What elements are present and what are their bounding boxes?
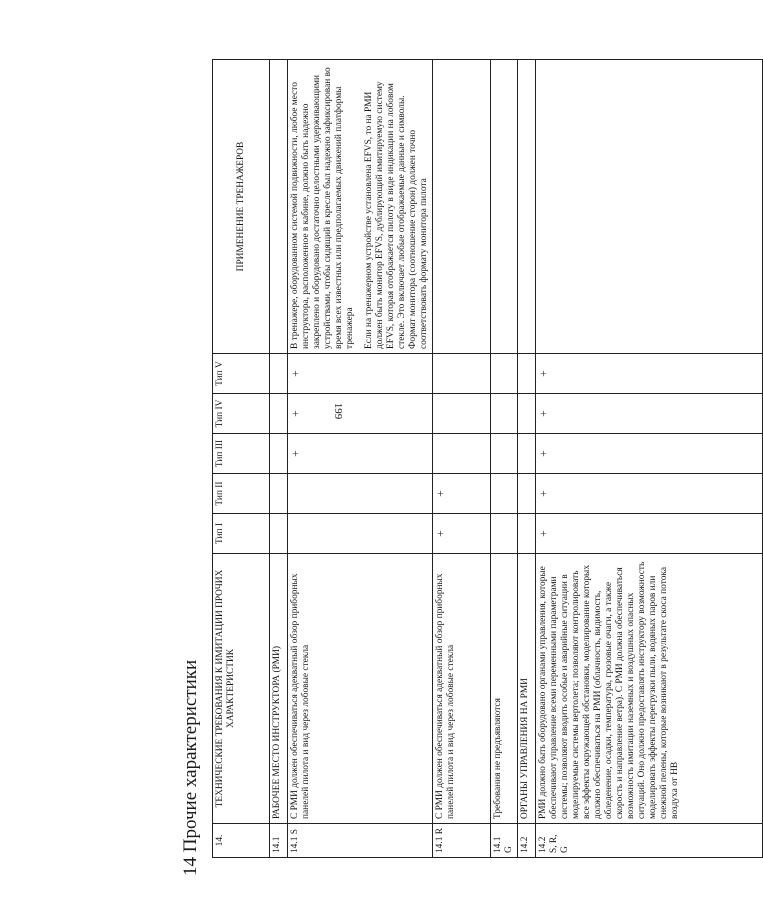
- type-2-mark: [270, 474, 288, 514]
- application-paragraph: Если на тренажерном устройстве установлена EFVS, то на РМИ должен быть монитор EFVS, дублирующий имитируемую систему EFVS, которая отображается пилоту в виде индикации на лобовом стекле. Это включает любые отображаемые данные и символы. Формат монитора (соотношение сторон) должен точно соответствовать формату монитора пилота: [364, 81, 429, 349]
- row-application: [288, 60, 433, 354]
- page-number: 199: [332, 402, 344, 420]
- row-requirement: С РМИ должен обеспечиваться адекватный обзор приборных панелей пилота и вид через лобовые стекла: [433, 554, 491, 824]
- table-row: [518, 60, 536, 858]
- row-application: [433, 60, 491, 354]
- header-requirements: ТЕХНИЧЕСКИЕ ТРЕБОВАНИЯ К ИМИТАЦИИ ПРОЧИХ ХАРАКТЕРИСТИК: [213, 554, 270, 824]
- type-2-mark: [491, 474, 518, 514]
- row-requirement: РАБОЧЕЕ МЕСТО ИНСТРУКТОРА (РМИ): [270, 554, 288, 824]
- type-1-mark: [270, 514, 288, 554]
- row-requirement: ОРГАНЫ УПРАВЛЕНИЯ НА РМИ: [518, 554, 536, 824]
- row-number: 14.2: [518, 824, 536, 858]
- type-4-mark: [270, 394, 288, 434]
- type-5-mark: [491, 354, 518, 394]
- type-1-mark: +: [536, 514, 763, 554]
- type-4-mark: [433, 394, 491, 434]
- type-3-mark: [433, 434, 491, 474]
- type-1-mark: [491, 514, 518, 554]
- header-application: ПРИМЕНЕНИЕ ТРЕНАЖЕРОВ: [213, 60, 270, 354]
- application-paragraph: В тренажере, оборудованном системой подвижности, любое место инструктора, расположенное в кабине, должно быть надежно закреплено и оборудовано достаточно целостными удерживающими устройствами, чтобы сидящий в кресле был надежно зафиксирован во время всех известных или предполагаемых движений платформы тренажера: [290, 67, 355, 349]
- type-1-mark: [288, 514, 433, 554]
- type-1-mark: [518, 514, 536, 554]
- type-5-mark: +: [288, 354, 433, 394]
- type-3-mark: +: [288, 434, 433, 474]
- section-heading: 14 Прочие характеристики: [180, 659, 201, 876]
- type-3-mark: [491, 434, 518, 474]
- table-row: [433, 60, 491, 858]
- row-number: 14.1: [270, 824, 288, 858]
- type-3-mark: +: [536, 434, 763, 474]
- table-row: [491, 60, 518, 858]
- row-application: [491, 60, 518, 354]
- row-number: 14.1 S: [288, 824, 433, 858]
- table-row: [270, 60, 288, 858]
- row-number: 14.1 R: [433, 824, 491, 858]
- paragraph-gap: [356, 64, 364, 349]
- type-5-mark: [433, 354, 491, 394]
- type-4-mark: [491, 394, 518, 434]
- header-type-5: Тип V: [213, 354, 270, 394]
- header-type-1: Тип I: [213, 514, 270, 554]
- row-requirement: С РМИ должен обеспечиваться адекватный обзор приборных панелей пилота и вид через лобовые стекла: [288, 554, 433, 824]
- row-application: [518, 60, 536, 354]
- requirements-table: [212, 59, 763, 858]
- type-4-mark: +: [288, 394, 433, 434]
- header-number: 14.: [213, 824, 270, 858]
- type-2-mark: +: [433, 474, 491, 514]
- type-5-mark: [270, 354, 288, 394]
- rotated-page: [174, 36, 754, 876]
- type-5-mark: [518, 354, 536, 394]
- row-number: 14.1 G: [491, 824, 518, 858]
- row-application: [270, 60, 288, 354]
- type-4-mark: +: [536, 394, 763, 434]
- row-requirement: Требования не предъявляются: [491, 554, 518, 824]
- row-requirement: РМИ должно быть оборудовано органами управления, которые обеспечивают управление всеми переменными параметрами системы; позволяют вводить особые и аварийные ситуации в моделируемые системы вертолета; позволяют контролировать все эффекты окружающей обстановки, моделирование которых должно обеспечиваться на РМИ (облачность, видимость, обледенение, осадки, температура, грозовые очаги, а также скорость и направление ветра). С РМИ должна обеспечиваться возможность имитации наземных и воздушных опасных ситуаций. Оно должно предоставлять инструктору возможность моделировать эффекты перегрузки пыли, водяных паров или снежной пелены, которые возникают в результате скоса потока воздуха от НВ: [536, 554, 763, 824]
- row-application: [536, 60, 763, 354]
- header-type-2: Тип II: [213, 474, 270, 514]
- type-2-mark: [518, 474, 536, 514]
- table-row: [288, 60, 433, 858]
- type-3-mark: [518, 434, 536, 474]
- type-2-mark: +: [536, 474, 763, 514]
- type-1-mark: +: [433, 514, 491, 554]
- type-5-mark: +: [536, 354, 763, 394]
- row-number: 14.2 S, R, G: [536, 824, 763, 858]
- header-type-4: Тип IV: [213, 394, 270, 434]
- type-3-mark: [270, 434, 288, 474]
- table-row: [536, 60, 763, 858]
- header-row: [213, 60, 270, 858]
- type-2-mark: [288, 474, 433, 514]
- header-type-3: Тип III: [213, 434, 270, 474]
- type-4-mark: [518, 394, 536, 434]
